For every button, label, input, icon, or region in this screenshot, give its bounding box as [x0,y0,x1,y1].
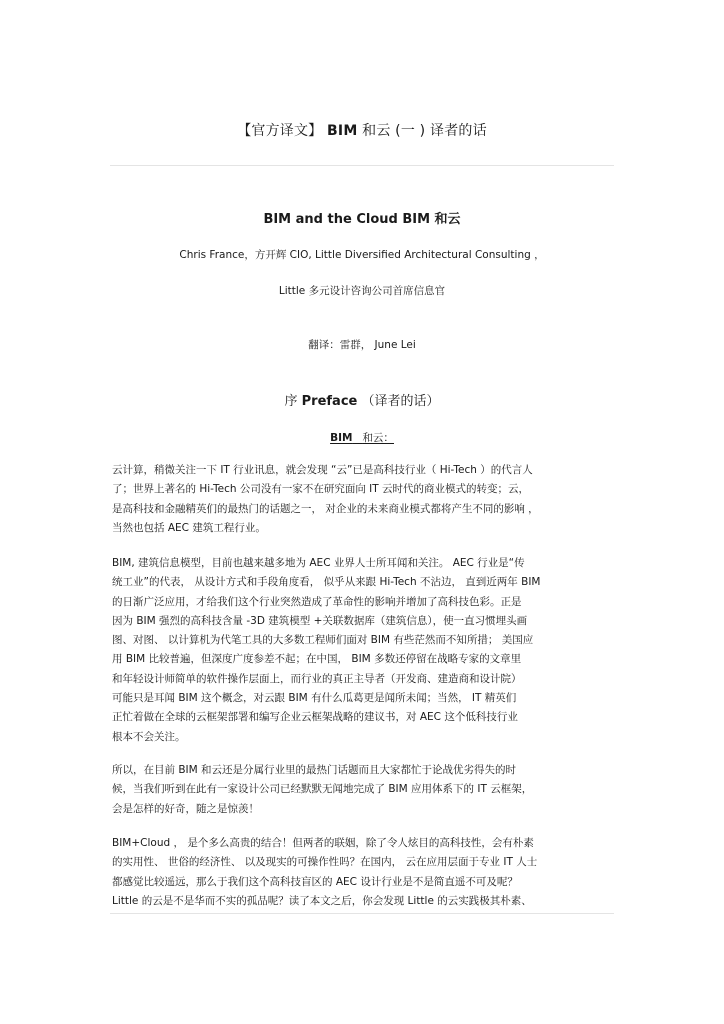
paragraph-line: 统工业”的代表， 从设计方式和手段角度看， 似乎从来跟 Hi-Tech 不沾边， 直到近两年 BIM [112,576,541,589]
paragraph-line: 图、对图、 以计算机为代笔工具的大多数工程师们面对 BIM 有些茫然而不知所措； 美国应 [112,634,534,647]
paragraph-3 [112,761,612,819]
author-role-line: Little 多元设计咨询公司首席信息官 [278,285,446,297]
page-title [0,120,724,140]
paragraph-line: 和年轻设计师简单的软件操作层面上，而行业的真正主导者（开发商、建造商和设计院） [112,672,522,685]
paragraph-line: 云计算，稍微关注一下 IT 行业讯息，就会发现 “云”已是高科技行业（ Hi-Tech ）的代言人 [112,464,533,476]
subheading-bim: BIM [330,432,353,444]
paragraph-line: 根本不会关注。 [112,730,186,743]
title-prefix: 【官方译文】 [237,123,323,139]
title-bim: BIM [327,123,358,139]
preface-heading [0,390,724,409]
paragraph-line: 当然也包括 AEC 建筑工程行业。 [112,521,266,534]
paragraph-line: BIM, 建筑信息模型，目前也越来越多地为 AEC 业界人士所耳闻和关注。 AEC 行业是“传 [112,557,525,569]
paragraph-line: 正忙着做在全球的云框架部署和编写企业云框架战略的建议书，对 AEC 这个低科技行业 [112,711,518,724]
preface-label-bold: Preface [301,394,358,409]
paragraph-line: 用 BIM 比较普遍，但深度广度参差不起；在中国， BIM 多数还停留在战略专家的文章里 [112,653,522,666]
title-rest: 和云 (一 ) 译者的话 [362,123,487,139]
paragraph-line: 都感觉比较遥远，那么于我们这个高科技盲区的 AEC 设计行业是不是简直遥不可及呢？ [112,875,518,888]
paragraph-line: 候，当我们听到在此有一家设计公司已经默默无闻地完成了 BIM 应用体系下的 IT 云框架， [112,783,533,796]
paragraph-line: 所以，在目前 BIM 和云还是分属行业里的最热门话题而且大家都忙于论战优劣得失的时 [112,764,517,776]
translator-line: 翻译：雷群， June Lei [308,339,416,351]
paragraph-line: 因为 BIM 强烈的高科技含量 -3D 建筑模型 +关联数据库（建筑信息），使一直习惯埋头画 [112,614,528,627]
preface-label-pre: 序 [284,394,298,409]
subheading [0,430,724,445]
article-title: BIM and the Cloud BIM 和云 [263,212,461,227]
paragraph-4 [112,834,612,911]
title-divider [110,165,614,166]
bottom-divider [110,913,614,914]
paragraph-line: BIM+Cloud ， 是个多么高贵的结合！但两者的联姻，除了令人炫目的高科技性，会有朴素 [112,837,534,849]
paragraph-line: 是高科技和金融精英们的最热门的话题之一， 对企业的未来商业模式都将产生不同的影响 ， [112,502,539,515]
paragraph-line: Little 的云是不是华而不实的孤品呢？读了本文之后，你会发现 Little 的云实践极其朴素、 [112,894,532,907]
paragraph-2 [112,554,612,747]
paragraph-line: 可能只是耳闻 BIM 这个概念，对云跟 BIM 有什么瓜葛更是闻所未闻；当然， IT 精英们 [112,692,517,705]
subheading-rest: 和云： [362,432,394,444]
paragraph-line: 的日渐广泛应用，才给我们这个行业突然造成了革命性的影响并增加了高科技色彩。正是 [112,595,522,608]
paragraph-1 [112,461,612,538]
author-line: Chris France，方开辉 CIO, Little Diversified Architectural Consulting ， [179,249,545,261]
paragraph-line: 的实用性、 世俗的经济性、 以及现实的可操作性吗？在国内， 云在应用层面于专业 IT 人士 [112,856,538,869]
subheading-underlined [330,432,394,444]
preface-label-post: （译者的话） [361,394,440,409]
paragraph-line: 会是怎样的好奇，随之是惊羡！ [112,802,259,815]
paragraph-line: 了；世界上著名的 Hi-Tech 公司没有一家不在研究面向 IT 云时代的商业模式的转变；云， [112,483,530,496]
